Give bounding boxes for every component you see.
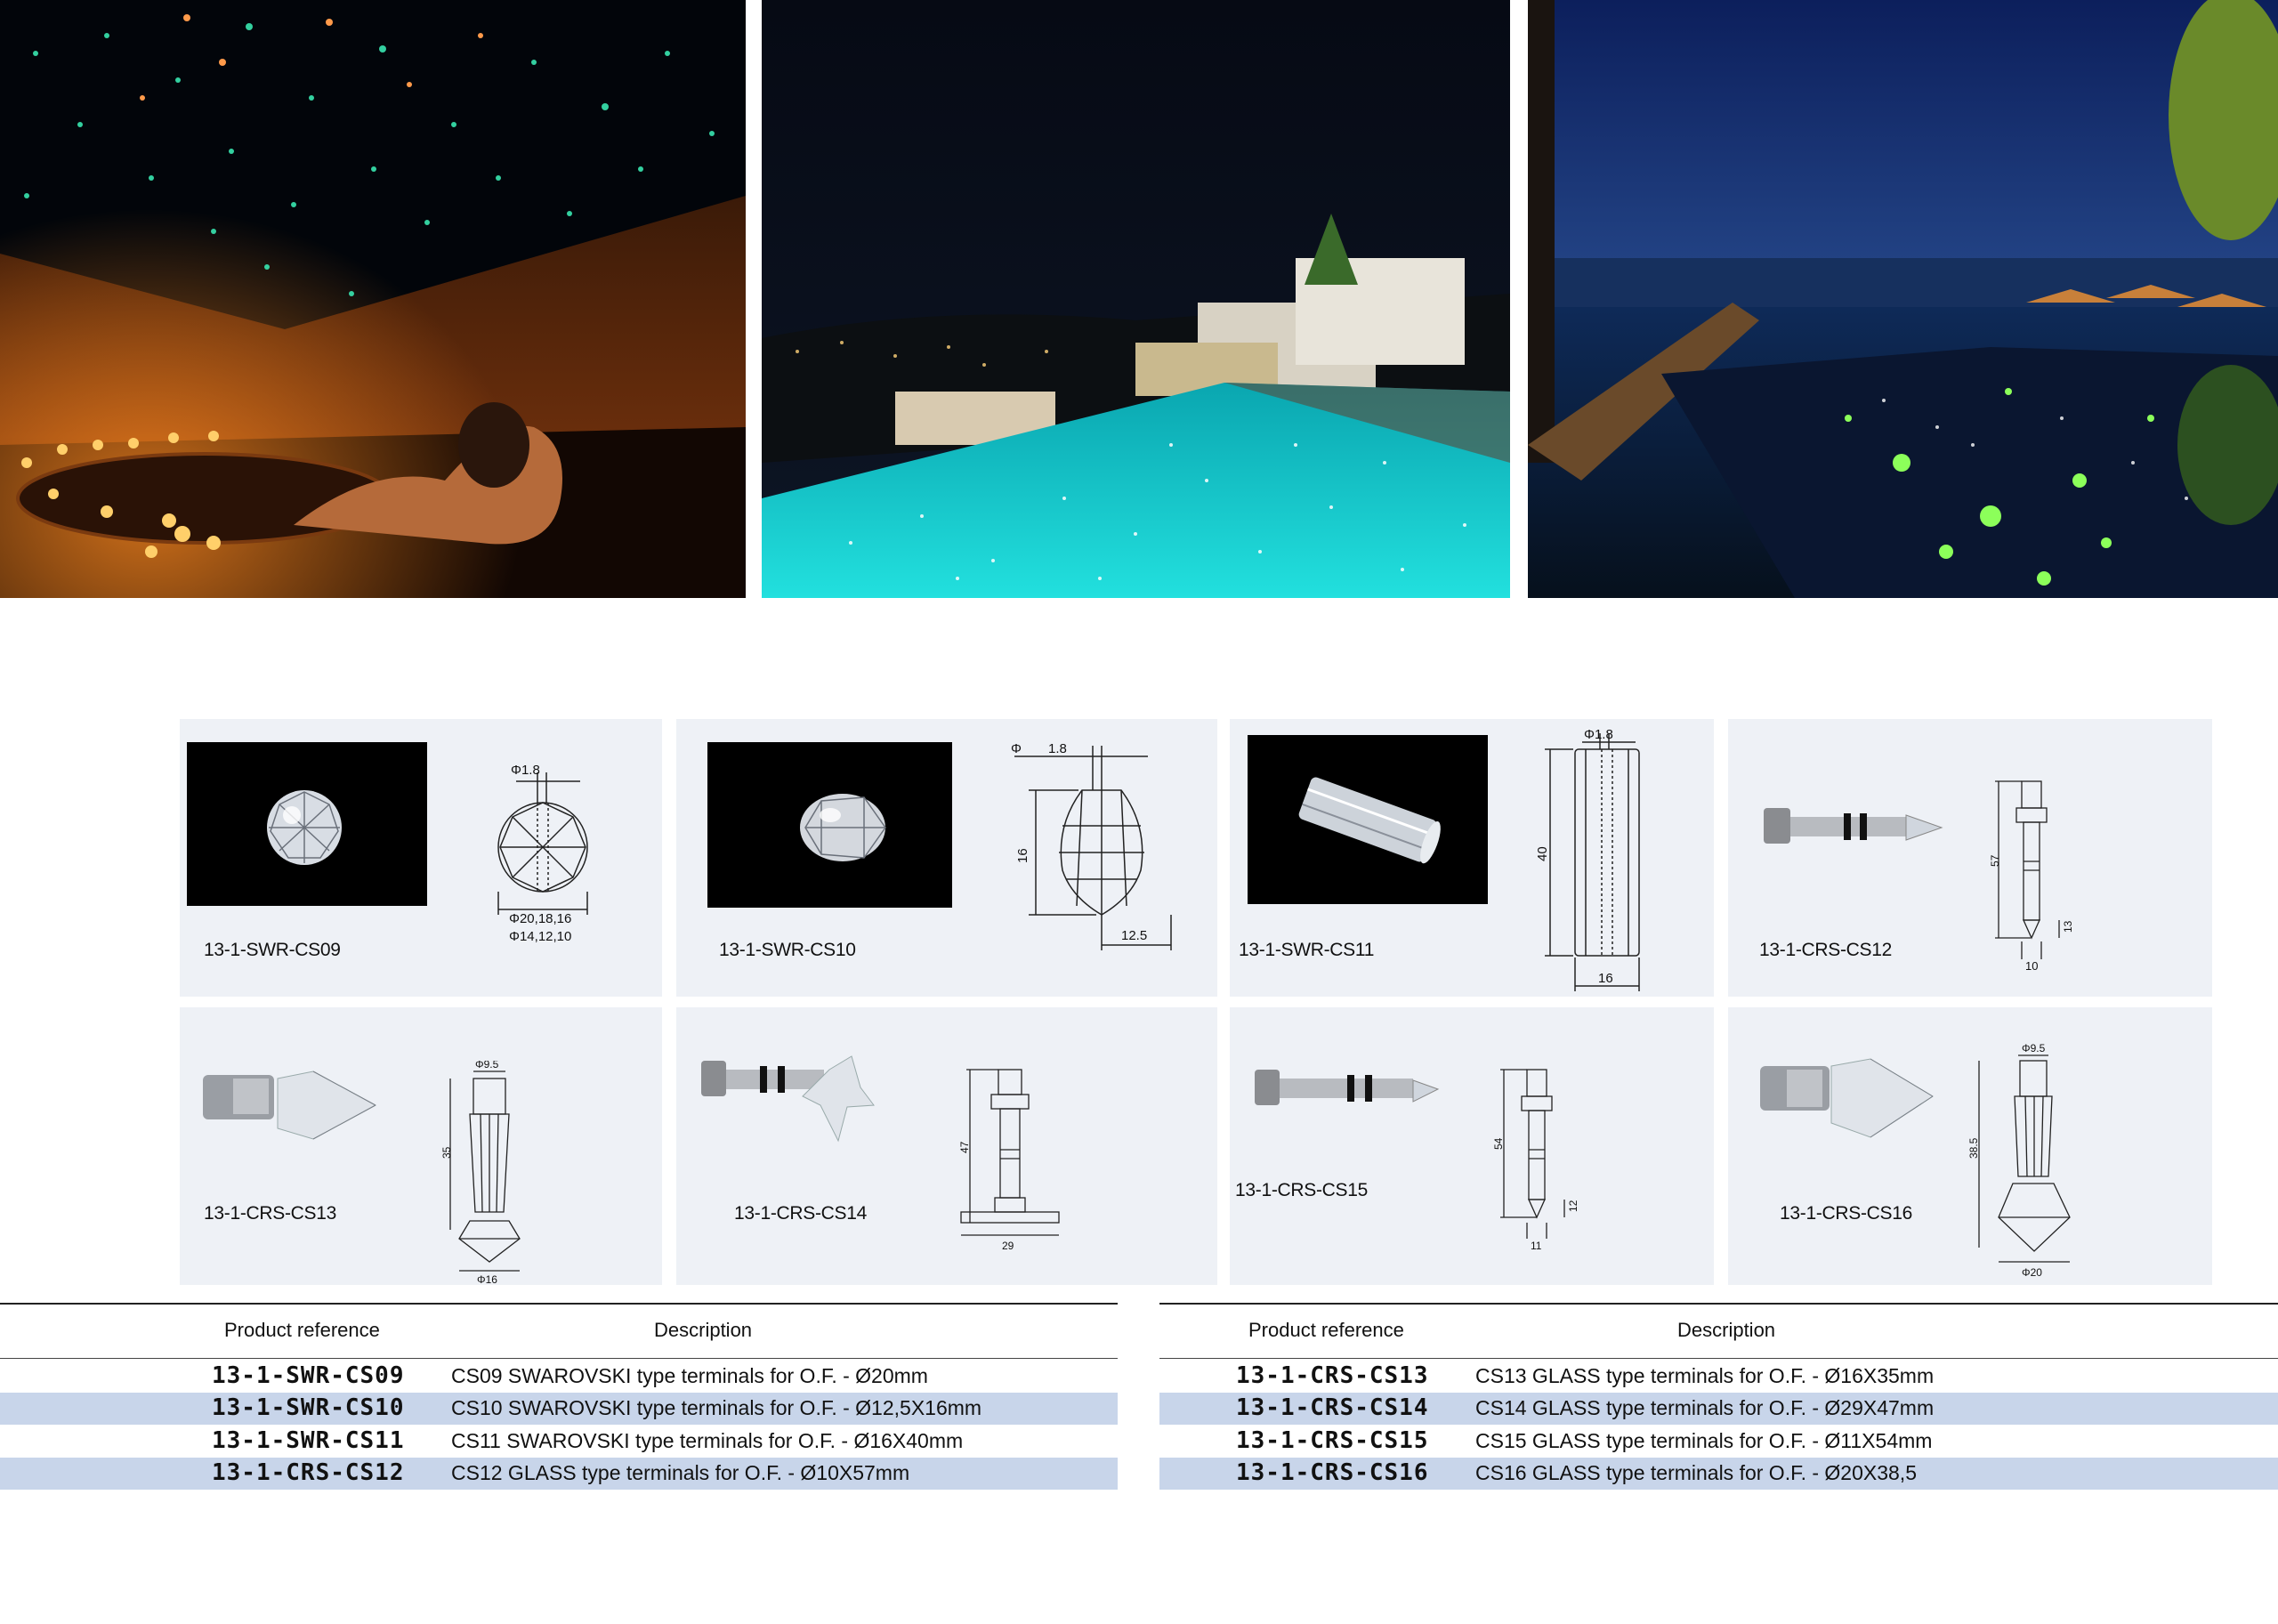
- cs13-width-label: Φ16: [477, 1273, 497, 1283]
- product-card-cs12: [1728, 719, 2212, 997]
- product-card-cs15: [1230, 1007, 1714, 1285]
- table-top-rule: [1159, 1303, 2278, 1305]
- cs14-width-label: 29: [1002, 1240, 1014, 1252]
- column-header-description: Description: [1677, 1319, 1776, 1341]
- cs15-technical-drawing: [1488, 1061, 1621, 1274]
- table-row: [1159, 1361, 2278, 1393]
- table-row: [0, 1393, 1118, 1425]
- crystal-rod-photo: [1248, 735, 1488, 904]
- product-code: 13-1-SWR-CS11: [1239, 940, 1375, 960]
- table-row: [0, 1361, 1118, 1393]
- product-description: CS12 GLASS type terminals for O.F. - Ø10X57mm: [451, 1461, 910, 1484]
- cs13-technical-drawing: [438, 1061, 562, 1283]
- product-reference: 13-1-CRS-CS12: [212, 1459, 405, 1486]
- product-reference: 13-1-SWR-CS11: [212, 1427, 405, 1454]
- product-code: 13-1-SWR-CS10: [719, 940, 856, 960]
- product-description: CS14 GLASS type terminals for O.F. - Ø29X47mm: [1475, 1396, 1935, 1419]
- glass-terminal-cs15-photo: [1249, 1061, 1454, 1150]
- cs12-width-label: 10: [2025, 959, 2039, 973]
- glass-terminal-cs12-photo: [1755, 790, 1968, 879]
- cs16-width-label: Φ20: [2022, 1266, 2042, 1279]
- cs11-technical-drawing: [1523, 724, 1684, 997]
- table-top-rule: [0, 1303, 1118, 1305]
- column-header-reference: Product reference: [224, 1319, 380, 1341]
- cs10-phi-value: 1.8: [1048, 741, 1067, 756]
- product-card-cs11: [1230, 719, 1714, 997]
- product-reference: 13-1-SWR-CS10: [212, 1394, 405, 1421]
- cs14-technical-drawing: [943, 1061, 1086, 1274]
- cs15-height-label: 54: [1492, 1137, 1505, 1150]
- product-table-left: [0, 1303, 1118, 1490]
- cs11-height-label: 40: [1535, 846, 1550, 861]
- product-description: CS16 GLASS type terminals for O.F. - Ø20X38,5: [1475, 1461, 1917, 1484]
- cs11-width-label: 16: [1598, 971, 1613, 986]
- cs09-diameter-label: Φ20,18,16: [509, 911, 572, 926]
- table-row: [0, 1426, 1118, 1458]
- cs15-width-label: 11: [1531, 1240, 1542, 1252]
- product-card-cs10: [676, 719, 1217, 997]
- product-description: CS09 SWAROVSKI type terminals for O.F. - Ø20mm: [451, 1364, 928, 1387]
- product-reference: 13-1-CRS-CS13: [1236, 1362, 1429, 1389]
- cs10-height-label: 16: [1015, 848, 1030, 863]
- cs16-height-label: 38.5: [1967, 1137, 1980, 1159]
- product-code: 13-1-CRS-CS13: [204, 1203, 336, 1224]
- glass-terminal-cs13-photo: [198, 1061, 402, 1168]
- product-description: CS13 GLASS type terminals for O.F. - Ø16X35mm: [1475, 1364, 1935, 1387]
- table-row: [1159, 1458, 2278, 1490]
- product-reference: 13-1-SWR-CS09: [212, 1362, 405, 1389]
- hotel-pool-night-photo: [762, 0, 1510, 598]
- product-code: 13-1-CRS-CS15: [1235, 1180, 1368, 1200]
- cs09-diameter-label-2: Φ14,12,10: [509, 929, 572, 944]
- cs09-phi-label: Φ1.8: [511, 763, 540, 778]
- product-code: 13-1-SWR-CS09: [204, 940, 341, 960]
- product-card-cs13: [180, 1007, 662, 1285]
- crystal-ball-photo: [187, 742, 427, 906]
- table-header-rule: [0, 1358, 1118, 1359]
- cs13-height-label: 35: [440, 1146, 453, 1159]
- cs16-top-label: Φ9.5: [2022, 1043, 2046, 1054]
- product-card-cs09: [180, 719, 662, 997]
- product-table-right: [1159, 1303, 2278, 1490]
- cs13-top-label: Φ9.5: [475, 1061, 499, 1071]
- product-code: 13-1-CRS-CS16: [1780, 1203, 1912, 1224]
- starry-ceiling-spa-photo: [0, 0, 746, 598]
- table-row: [1159, 1393, 2278, 1425]
- cs14-height-label: 47: [958, 1141, 971, 1153]
- product-description: CS11 SWAROVSKI type terminals for O.F. - Ø16X40mm: [451, 1429, 964, 1452]
- glass-terminal-cs14-photo: [696, 1052, 909, 1168]
- product-code: 13-1-CRS-CS12: [1759, 940, 1892, 960]
- product-description: CS15 GLASS type terminals for O.F. - Ø11X54mm: [1475, 1429, 1933, 1452]
- cs16-technical-drawing: [1959, 1043, 2111, 1283]
- glass-terminal-cs16-photo: [1755, 1052, 1951, 1168]
- product-card-cs14: [676, 1007, 1217, 1285]
- crystal-drop-photo: [707, 742, 952, 908]
- product-reference: 13-1-CRS-CS16: [1236, 1459, 1429, 1486]
- product-code: 13-1-CRS-CS14: [734, 1203, 867, 1224]
- cs15-tip-label: 12: [1567, 1200, 1579, 1212]
- infinity-pool-dusk-photo: [1528, 0, 2278, 598]
- product-card-cs16: [1728, 1007, 2212, 1285]
- cs12-technical-drawing: [1986, 772, 2120, 986]
- product-reference: 13-1-CRS-CS15: [1236, 1427, 1429, 1454]
- column-header-description: Description: [654, 1319, 753, 1341]
- cs12-tip-label: 13: [2062, 920, 2074, 933]
- table-row: [0, 1458, 1118, 1490]
- column-header-reference: Product reference: [1248, 1319, 1404, 1341]
- cs10-width-label: 12.5: [1121, 928, 1148, 943]
- cs12-height-label: 57: [1989, 854, 2001, 867]
- cs10-technical-drawing: [997, 737, 1192, 977]
- cs09-technical-drawing: [491, 758, 616, 963]
- table-header-rule: [1159, 1358, 2278, 1359]
- product-reference: 13-1-CRS-CS14: [1236, 1394, 1429, 1421]
- cs11-phi-label: Φ1.8: [1584, 727, 1613, 742]
- cs10-phi-label: Φ: [1011, 741, 1022, 756]
- product-description: CS10 SWAROVSKI type terminals for O.F. - Ø12,5X16mm: [451, 1396, 982, 1419]
- table-row: [1159, 1426, 2278, 1458]
